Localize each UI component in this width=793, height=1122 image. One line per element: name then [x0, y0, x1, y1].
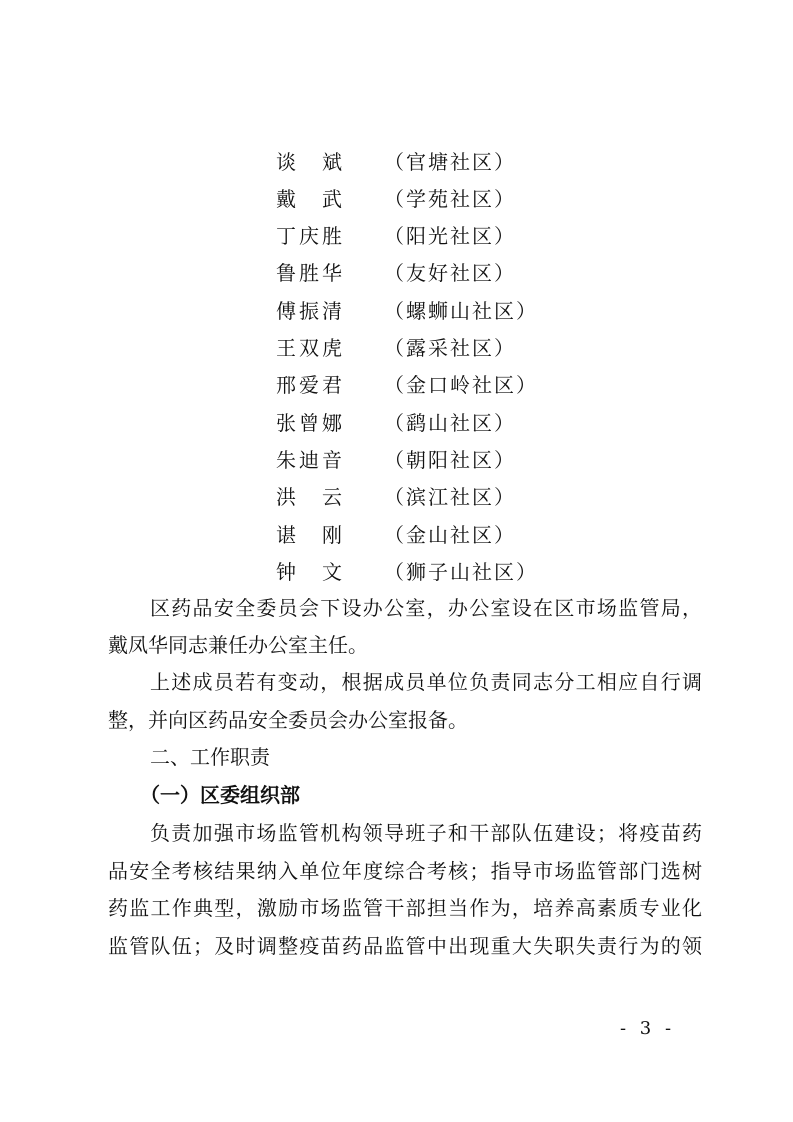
- member-name: 张曾娜: [276, 411, 342, 435]
- text-line: 药监工作典型，激励市场监管干部担当作为，培养高素质专业化: [108, 896, 702, 920]
- subsection-heading: （一）区委组织部: [140, 783, 300, 807]
- member-name: 洪 云: [276, 485, 342, 509]
- member-name: 傅振清: [276, 299, 342, 323]
- member-community: （阳光社区）: [384, 224, 516, 248]
- member-name: 朱迪音: [276, 448, 342, 472]
- text-line: 整，并向区药品安全委员会办公室报备。: [108, 708, 468, 732]
- member-community: （官塘社区）: [384, 150, 516, 174]
- member-name: 谈 斌: [276, 150, 342, 174]
- text-line: 负责加强市场监管机构领导班子和干部队伍建设；将疫苗药: [150, 821, 702, 845]
- member-name: 鲁胜华: [276, 261, 342, 285]
- member-community: （露采社区）: [384, 336, 516, 360]
- text-line: 监管队伍；及时调整疫苗药品监管中出现重大失职失责行为的领: [108, 934, 702, 958]
- member-name: 戴 武: [276, 187, 342, 211]
- member-name: 钟 文: [276, 560, 342, 584]
- member-community: （滨江社区）: [384, 485, 516, 509]
- text-line: 品安全考核结果纳入单位年度综合考核；指导市场监管部门选树: [108, 859, 702, 883]
- member-community: （狮子山社区）: [384, 560, 538, 584]
- member-name: 邢爱君: [276, 373, 342, 397]
- member-community: （朝阳社区）: [384, 448, 516, 472]
- member-community: （金口岭社区）: [384, 373, 538, 397]
- member-name: 谌 刚: [276, 523, 342, 547]
- member-community: （鹞山社区）: [384, 411, 516, 435]
- member-community: （学苑社区）: [384, 187, 516, 211]
- member-community: （友好社区）: [384, 261, 516, 285]
- member-name: 丁庆胜: [276, 224, 342, 248]
- member-name: 王双虎: [276, 336, 342, 360]
- text-line: 区药品安全委员会下设办公室，办公室设在区市场监管局，: [150, 596, 702, 620]
- member-community: （金山社区）: [384, 523, 516, 547]
- section-heading: 二、工作职责: [150, 745, 270, 769]
- member-community: （螺蛳山社区）: [384, 299, 538, 323]
- text-line: 戴凤华同志兼任办公室主任。: [108, 633, 368, 657]
- text-line: 上述成员若有变动，根据成员单位负责同志分工相应自行调: [150, 670, 702, 694]
- page-number: - 3 -: [620, 1018, 676, 1039]
